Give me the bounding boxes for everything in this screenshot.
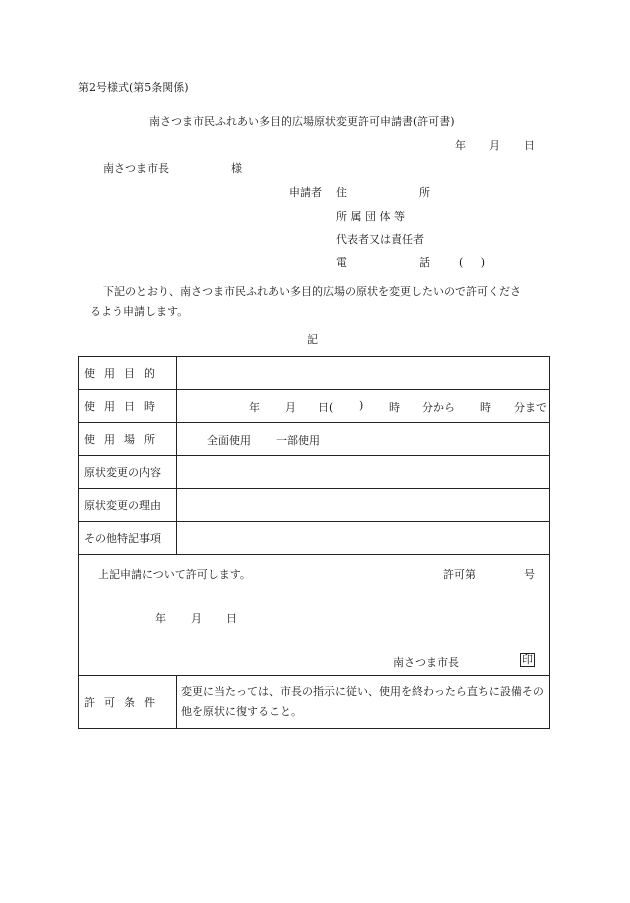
ki-label: 記 [307, 333, 318, 346]
body-line-2: るよう申請します。 [90, 305, 189, 318]
conditions-text: 変更に当たっては、市長の指示に従い、使用を終わったら直ちに設備その他を原状に復すること。 [177, 676, 550, 729]
table-row [79, 676, 550, 729]
datetime-field[interactable] [177, 390, 550, 423]
dt-year: 年 [249, 401, 260, 414]
permit-date-month: 月 [191, 612, 202, 625]
honorific: 様 [231, 162, 242, 175]
document-title: 南さつま市民ふれあい多目的広場原状変更許可申請書(許可書) [149, 115, 455, 128]
permit-number-label: 許可第 [443, 568, 476, 581]
purpose-field[interactable] [177, 357, 550, 390]
application-table [78, 356, 550, 729]
seal-stamp: 印 [522, 653, 533, 666]
date-year-label: 年 [455, 139, 466, 152]
form-number: 第2号様式(第5条関係) [78, 81, 189, 94]
change-content-label: 原状変更の内容 [79, 456, 177, 489]
place-label: 使用場所 [79, 423, 177, 456]
place-field[interactable] [177, 423, 550, 456]
datetime-label: 使用日時 [79, 390, 177, 423]
dt-hour-to: 時 [480, 401, 491, 414]
address-label-1: 住 [336, 186, 347, 199]
permit-date-year: 年 [155, 612, 166, 625]
phone-label-1: 電 [336, 256, 347, 269]
dt-month: 月 [285, 401, 296, 414]
dt-paren-close: ) [359, 399, 364, 412]
date-month-label: 月 [489, 139, 500, 152]
table-row [79, 555, 550, 676]
place-full-option[interactable]: 全面使用 [207, 434, 251, 447]
table-row [79, 357, 550, 390]
place-partial-option[interactable]: 一部使用 [276, 434, 320, 447]
other-notes-field[interactable] [177, 522, 550, 555]
phone-parens: ( ) [459, 256, 486, 269]
permit-section [79, 555, 550, 676]
address-label-2: 所 [419, 186, 430, 199]
change-reason-label: 原状変更の理由 [79, 489, 177, 522]
mayor-name: 南さつま市長 [393, 656, 459, 669]
date-day-label: 日 [524, 139, 535, 152]
addressee: 南さつま市長 [103, 162, 169, 175]
change-reason-field[interactable] [177, 489, 550, 522]
change-content-field[interactable] [177, 456, 550, 489]
dt-day: 日( [318, 401, 334, 414]
table-row [79, 522, 550, 555]
permit-date-day: 日 [226, 612, 237, 625]
permit-statement: 上記申請について許可します。 [98, 568, 251, 581]
representative-label: 代表者又は責任者 [336, 233, 424, 246]
table-row [79, 456, 550, 489]
dt-minute-to: 分まで [514, 401, 547, 414]
affiliation-label: 所 属 団 体 等 [336, 210, 405, 223]
table-row [79, 390, 550, 423]
dt-minute-from: 分から [422, 401, 455, 414]
phone-label-2: 話 [419, 256, 430, 269]
other-notes-label: その他特記事項 [79, 522, 177, 555]
applicant-label: 申請者 [289, 186, 322, 199]
body-line-1: 下記のとおり、南さつま市民ふれあい多目的広場の原状を変更したいので許可くださ [103, 285, 521, 298]
table-row [79, 489, 550, 522]
table-row [79, 423, 550, 456]
conditions-label: 許可条件 [79, 676, 177, 729]
dt-hour: 時 [389, 401, 400, 414]
purpose-label: 使用目的 [79, 357, 177, 390]
permit-number-suffix: 号 [524, 568, 535, 581]
